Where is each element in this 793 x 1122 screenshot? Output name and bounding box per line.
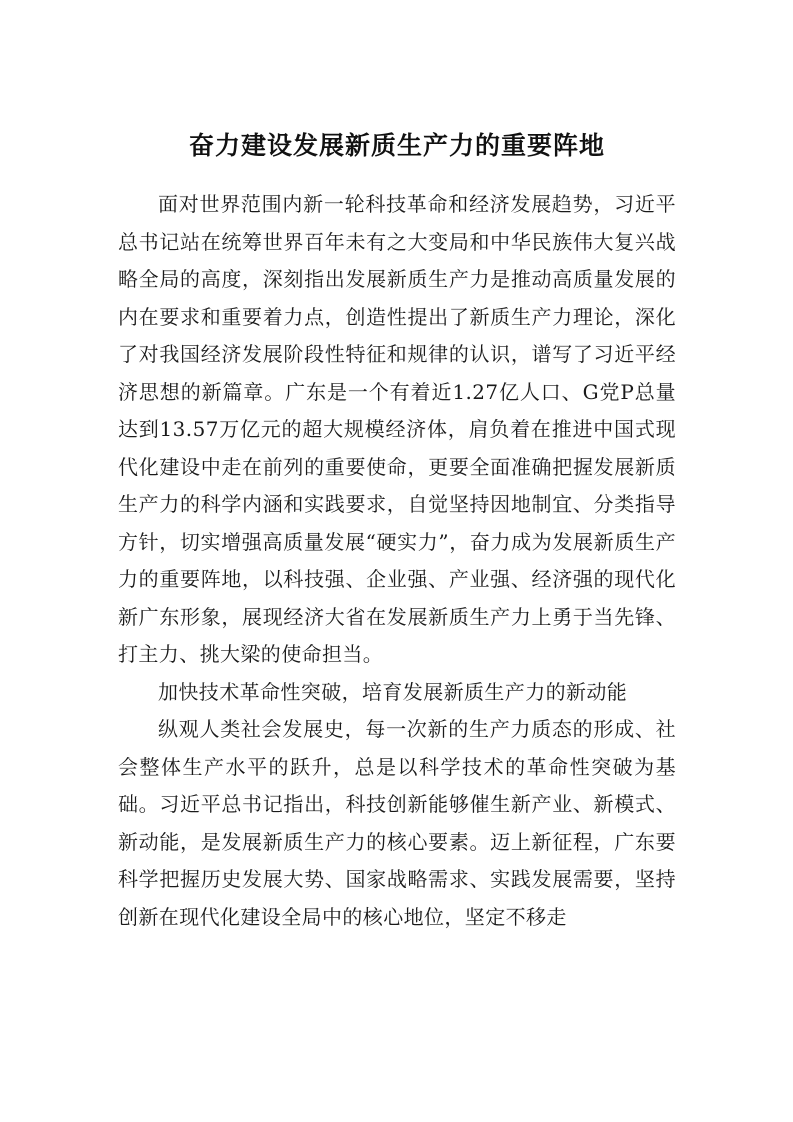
- document-body: [118, 186, 676, 936]
- document-title: 奋力建设发展新质生产力的重要阵地: [188, 131, 605, 160]
- paragraph-intro: 面对世界范围内新一轮科技革命和经济发展趋势，习近平总书记站在统筹世界百年未有之大变局和中华民族伟大复兴战略全局的高度，深刻指出发展新质生产力是推动高质量发展的内在要求和重要着力点，创造性提出了新质生产力理论，深化了对我国经济发展阶段性特征和规律的认识，谱写了习近平经济思想的新篇章。广东是一个有着近1.27亿人口、G党P总量达到13.57万亿元的超大规模经济体，肩负着在推进中国式现代化建设中走在前列的重要使命，更要全面准确把握发展新质生产力的科学内涵和实践要求，自觉坚持因地制宜、分类指导方针，切实增强高质量发展“硬实力”，奋力成为发展新质生产力的重要阵地，以科技强、企业强、产业强、经济强的现代化新广东形象，展现经济大省在发展新质生产力上勇于当先锋、打主力、挑大梁的使命担当。: [118, 192, 676, 666]
- section-heading: 加快技术革命性突破，培育发展新质生产力的新动能: [158, 679, 628, 704]
- paragraph-section-1: 纵观人类社会发展史，每一次新的生产力质态的形成、社会整体生产水平的跃升，总是以科学技术的革命性突破为基础。习近平总书记指出，科技创新能够催生新产业、新模式、新动能，是发展新质生产力的核心要素。迈上新征程，广东要科学把握历史发展大势、国家战略需求、实践发展需要，坚持创新在现代化建设全局中的核心地位，坚定不移走: [118, 717, 676, 929]
